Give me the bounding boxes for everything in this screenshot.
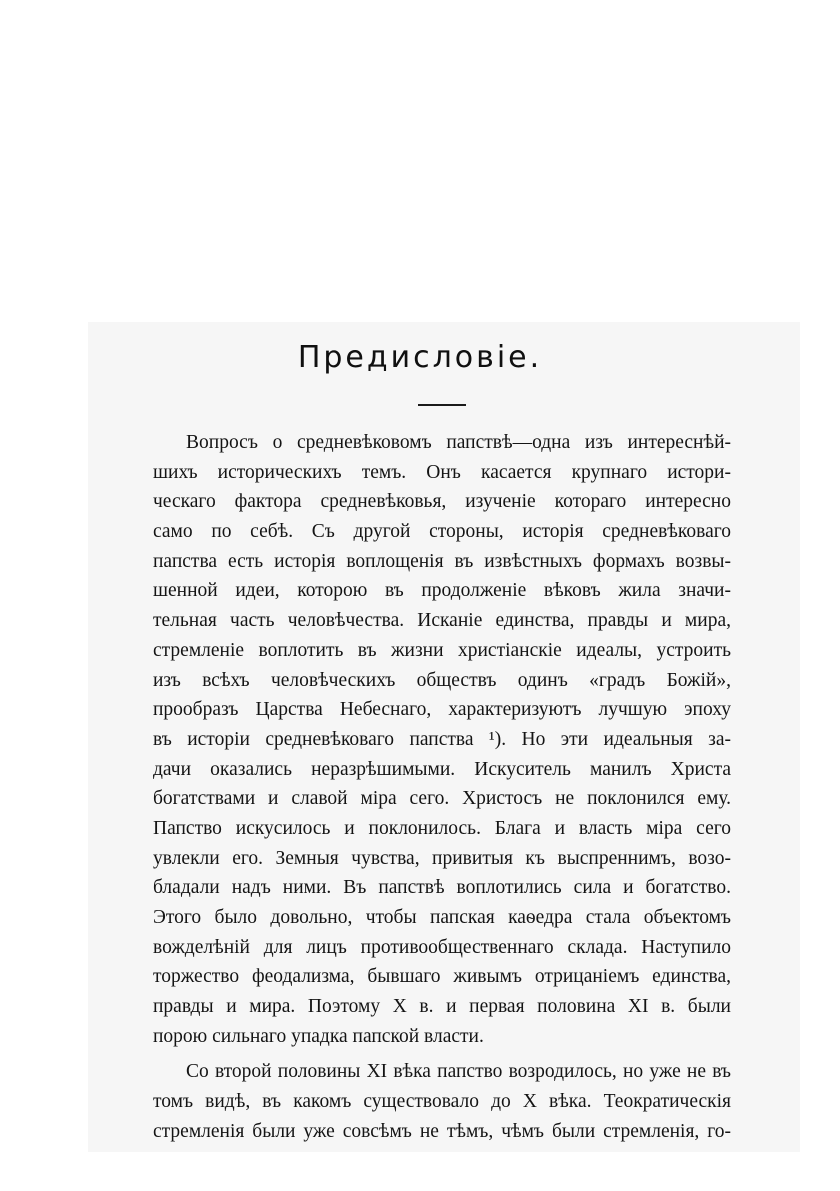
text-line: шихъ историческихъ темъ. Онъ касается крупнаго истори- [153, 461, 731, 483]
text-line: порою сильнаго упадка папской власти. [153, 1025, 484, 1047]
text-line: вожделѣній для лицъ противообщественнаго склада. Наступило [153, 936, 731, 958]
text-line: прообразъ Царства Небеснаго, характеризуютъ лучшую эпоху [153, 699, 731, 721]
text-line: Вопросъ о средневѣковомъ папствѣ—одна изъ интереснѣй- [186, 432, 731, 453]
text-line: правды и мира. Поэтому X в. и первая половина XI в. были [153, 996, 731, 1018]
title-divider [418, 404, 466, 406]
paragraph-2 [153, 1057, 731, 1146]
text-line: томъ видѣ, въ какомъ существовало до X вѣка. Теократическія [153, 1091, 731, 1113]
text-line: изъ всѣхъ человѣческихъ обществъ одинъ «градъ Божій», [153, 669, 731, 691]
text-line: шенной идеи, которою въ продолженіе вѣковъ жила значи- [153, 580, 731, 602]
text-line: Со второй половины XI вѣка папство возродилось, но уже не въ [186, 1061, 731, 1083]
text-line: Папство искусилось и поклонилось. Блага и власть міра сего [153, 817, 731, 839]
body-text [153, 428, 731, 1147]
text-line: само по себѣ. Съ другой стороны, исторія средневѣковаго [153, 521, 731, 543]
text-line: богатствами и славой міра сего. Христосъ не поклонился ему. [153, 788, 731, 810]
text-line: стремленіе воплотить въ жизни христіанскіе идеалы, устроить [153, 639, 731, 661]
text-line: ческаго фактора средневѣковья, изученіе котораго интересно [153, 491, 731, 513]
text-line: папства есть исторія воплощенія въ извѣстныхъ формахъ возвы- [153, 550, 731, 572]
text-line: бладали надъ ними. Въ папствѣ воплотились сила и богатство. [153, 877, 731, 899]
text-line: увлекли его. Земныя чувства, привитыя къ выспреннимъ, возо- [153, 847, 731, 869]
text-line: торжество феодализма, бывшаго живымъ отрицаніемъ единства, [153, 966, 731, 988]
text-line: стремленія были уже совсѣмъ не тѣмъ, чѣмъ были стремленія, го- [153, 1120, 731, 1142]
text-line: въ исторіи средневѣковаго папства ¹). Но эти идеальныя за- [153, 728, 731, 750]
page-title: Предисловіе. [297, 340, 543, 375]
text-line: тельная часть человѣчества. Исканіе единства, правды и мира, [153, 610, 731, 632]
text-line: дачи оказались неразрѣшимыми. Искуситель манилъ Христа [153, 758, 731, 780]
text-line: Этого было довольно, чтобы папская каѳедра стала объектомъ [153, 907, 731, 928]
paragraph-1 [153, 428, 731, 1051]
